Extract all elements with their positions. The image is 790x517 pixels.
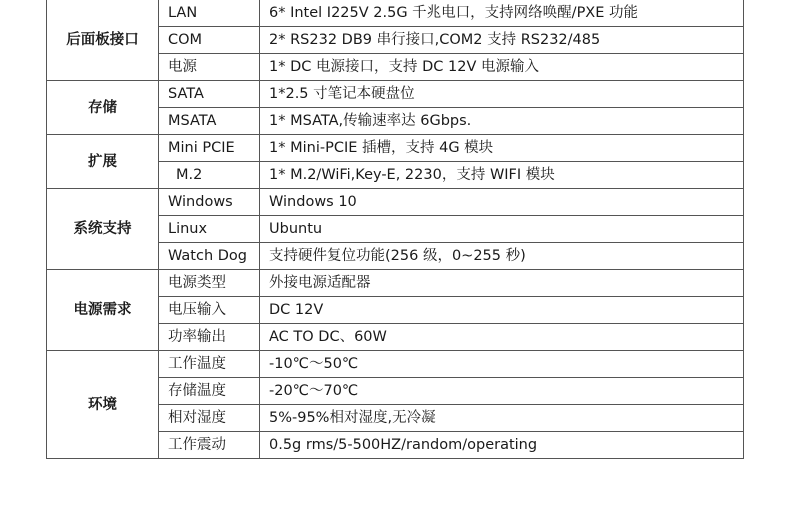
item-cell: Mini PCIE (159, 135, 260, 162)
value-cell: 1* Mini-PCIE 插槽，支持 4G 模块 (260, 135, 744, 162)
value-cell: 1* M.2/WiFi,Key-E, 2230，支持 WIFI 模块 (260, 162, 744, 189)
item-cell: 电源 (159, 54, 260, 81)
table-row (47, 270, 744, 297)
table-row (47, 135, 744, 162)
item-cell: LAN (159, 0, 260, 27)
item-cell: 工作震动 (159, 432, 260, 459)
item-cell: M.2 (159, 162, 260, 189)
value-cell: 支持硬件复位功能(256 级，0~255 秒) (260, 243, 744, 270)
value-cell: 0.5g rms/5-500HZ/random/operating (260, 432, 744, 459)
value-cell: AC TO DC、60W (260, 324, 744, 351)
value-cell: -20℃～70℃ (260, 378, 744, 405)
item-cell: MSATA (159, 108, 260, 135)
item-cell: 相对湿度 (159, 405, 260, 432)
item-cell: SATA (159, 81, 260, 108)
item-cell: 工作温度 (159, 351, 260, 378)
value-cell: 1* DC 电源接口，支持 DC 12V 电源输入 (260, 54, 744, 81)
item-cell: Windows (159, 189, 260, 216)
category-cell-power: 电源需求 (47, 270, 159, 351)
item-cell: COM (159, 27, 260, 54)
item-cell: Watch Dog (159, 243, 260, 270)
value-cell: 1*2.5 寸笔记本硬盘位 (260, 81, 744, 108)
value-cell: 1* MSATA,传输速率达 6Gbps. (260, 108, 744, 135)
item-cell: Linux (159, 216, 260, 243)
category-cell-os-support: 系统支持 (47, 189, 159, 270)
value-cell: DC 12V (260, 297, 744, 324)
table-row (47, 189, 744, 216)
table-row (47, 81, 744, 108)
value-cell: 2* RS232 DB9 串行接口,COM2 支持 RS232/485 (260, 27, 744, 54)
value-cell: 5%-95%相对湿度,无冷凝 (260, 405, 744, 432)
item-cell: 电压输入 (159, 297, 260, 324)
value-cell: -10℃～50℃ (260, 351, 744, 378)
category-cell-storage: 存储 (47, 81, 159, 135)
item-cell: 电源类型 (159, 270, 260, 297)
value-cell: 6* Intel I225V 2.5G 千兆电口，支持网络唤醒/PXE 功能 (260, 0, 744, 27)
spec-table-body (47, 0, 744, 459)
table-row (47, 0, 744, 27)
value-cell: Ubuntu (260, 216, 744, 243)
value-cell: Windows 10 (260, 189, 744, 216)
item-cell: 功率输出 (159, 324, 260, 351)
category-cell-environment: 环境 (47, 351, 159, 459)
spec-table (46, 0, 744, 459)
category-cell-expansion: 扩展 (47, 135, 159, 189)
item-cell: 存储温度 (159, 378, 260, 405)
category-cell-rear-panel: 后面板接口 (47, 0, 159, 81)
value-cell: 外接电源适配器 (260, 270, 744, 297)
table-row (47, 351, 744, 378)
